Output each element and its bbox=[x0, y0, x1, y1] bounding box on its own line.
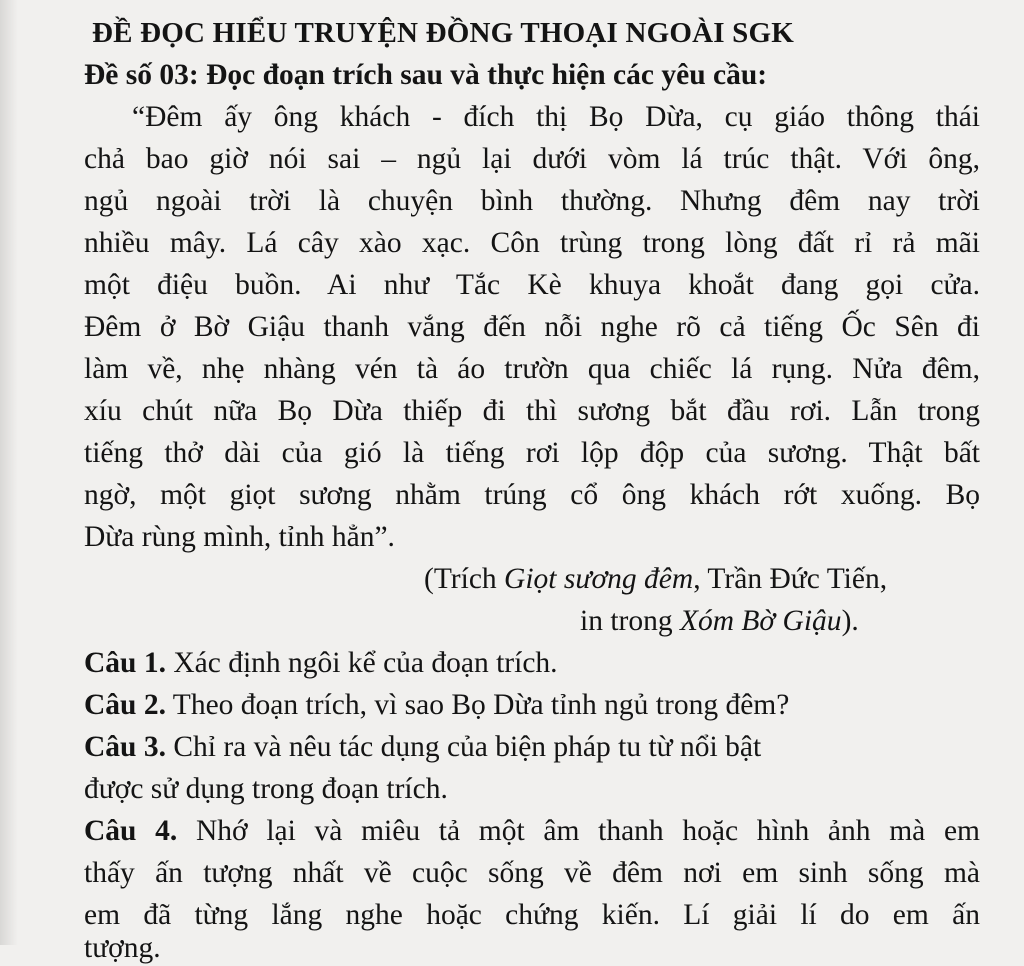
passage-line: làm về, nhẹ nhàng vén tà áo trườn qua chiếc lá rụng. Nửa đêm, bbox=[84, 353, 980, 385]
passage-line: xíu chút nữa Bọ Dừa thiếp đi thì sương bắt đầu rơi. Lẫn trong bbox=[84, 395, 980, 427]
question-text: Nhớ lại và miêu tả một âm thanh hoặc hình ảnh mà em bbox=[177, 815, 980, 847]
passage-line: Đêm ở Bờ Giậu thanh vắng đến nỗi nghe rõ cả tiếng Ốc Sên đi bbox=[84, 311, 980, 343]
question-label: Câu 1. bbox=[84, 647, 166, 679]
document-subtitle: Đề số 03: Đọc đoạn trích sau và thực hiện các yêu cầu: bbox=[84, 59, 768, 91]
source-in-prefix: in trong bbox=[580, 605, 680, 637]
question-text: Chỉ ra và nêu tác dụng của biện pháp tu từ nổi bật bbox=[165, 731, 762, 763]
source-citation-line-2 bbox=[580, 603, 859, 639]
source-work-title: Giọt sương đêm bbox=[504, 563, 694, 595]
source-prefix: (Trích bbox=[424, 563, 505, 595]
question-4-continued: tượng. bbox=[84, 932, 161, 964]
question-label: Câu 3. bbox=[84, 731, 166, 763]
question-text: Theo đoạn trích, vì sao Bọ Dừa tỉnh ngủ trong đêm? bbox=[165, 689, 790, 721]
question-text: Xác định ngôi kể của đoạn trích. bbox=[165, 647, 558, 679]
passage-line: một điệu buồn. Ai như Tắc Kè khuya khoắt đang gọi cửa. bbox=[84, 269, 980, 301]
passage-line: nhiều mây. Lá cây xào xạc. Côn trùng trong lòng đất rỉ rả mãi bbox=[84, 227, 980, 259]
source-author: , Trần Đức Tiến, bbox=[693, 563, 888, 595]
source-suffix: ). bbox=[841, 605, 859, 637]
question-4 bbox=[84, 813, 980, 849]
question-label: Câu 2. bbox=[84, 689, 166, 721]
question-2 bbox=[84, 687, 789, 723]
source-citation-line-1 bbox=[424, 561, 887, 597]
passage-line: ngủ ngoài trời là chuyện bình thường. Nhưng đêm nay trời bbox=[84, 185, 980, 217]
passage-line: Dừa rùng mình, tỉnh hẳn”. bbox=[84, 521, 395, 553]
question-4-continued: thấy ấn tượng nhất về cuộc sống về đêm nơi em sinh sống mà bbox=[84, 857, 980, 889]
passage-line: tiếng thở dài của gió là tiếng rơi lộp độp của sương. Thật bất bbox=[84, 437, 980, 469]
source-book-title: Xóm Bờ Giậu bbox=[679, 605, 842, 637]
document-title: ĐỀ ĐỌC HIỂU TRUYỆN ĐỒNG THOẠI NGOÀI SGK bbox=[92, 17, 795, 49]
question-4-continued: em đã từng lắng nghe hoặc chứng kiến. Lí giải lí do em ấn bbox=[84, 899, 980, 931]
question-3-continued: được sử dụng trong đoạn trích. bbox=[84, 773, 448, 805]
passage-line: chả bao giờ nói sai – ngủ lại dưới vòm lá trúc thật. Với ông, bbox=[84, 143, 980, 175]
question-3 bbox=[84, 729, 761, 765]
page-edge-shadow bbox=[0, 0, 18, 945]
passage-line: ngờ, một giọt sương nhằm trúng cổ ông khách rớt xuống. Bọ bbox=[84, 479, 980, 511]
question-1 bbox=[84, 645, 558, 681]
passage-line: “Đêm ấy ông khách - đích thị Bọ Dừa, cụ giáo thông thái bbox=[132, 101, 980, 133]
question-label: Câu 4. bbox=[84, 815, 178, 847]
